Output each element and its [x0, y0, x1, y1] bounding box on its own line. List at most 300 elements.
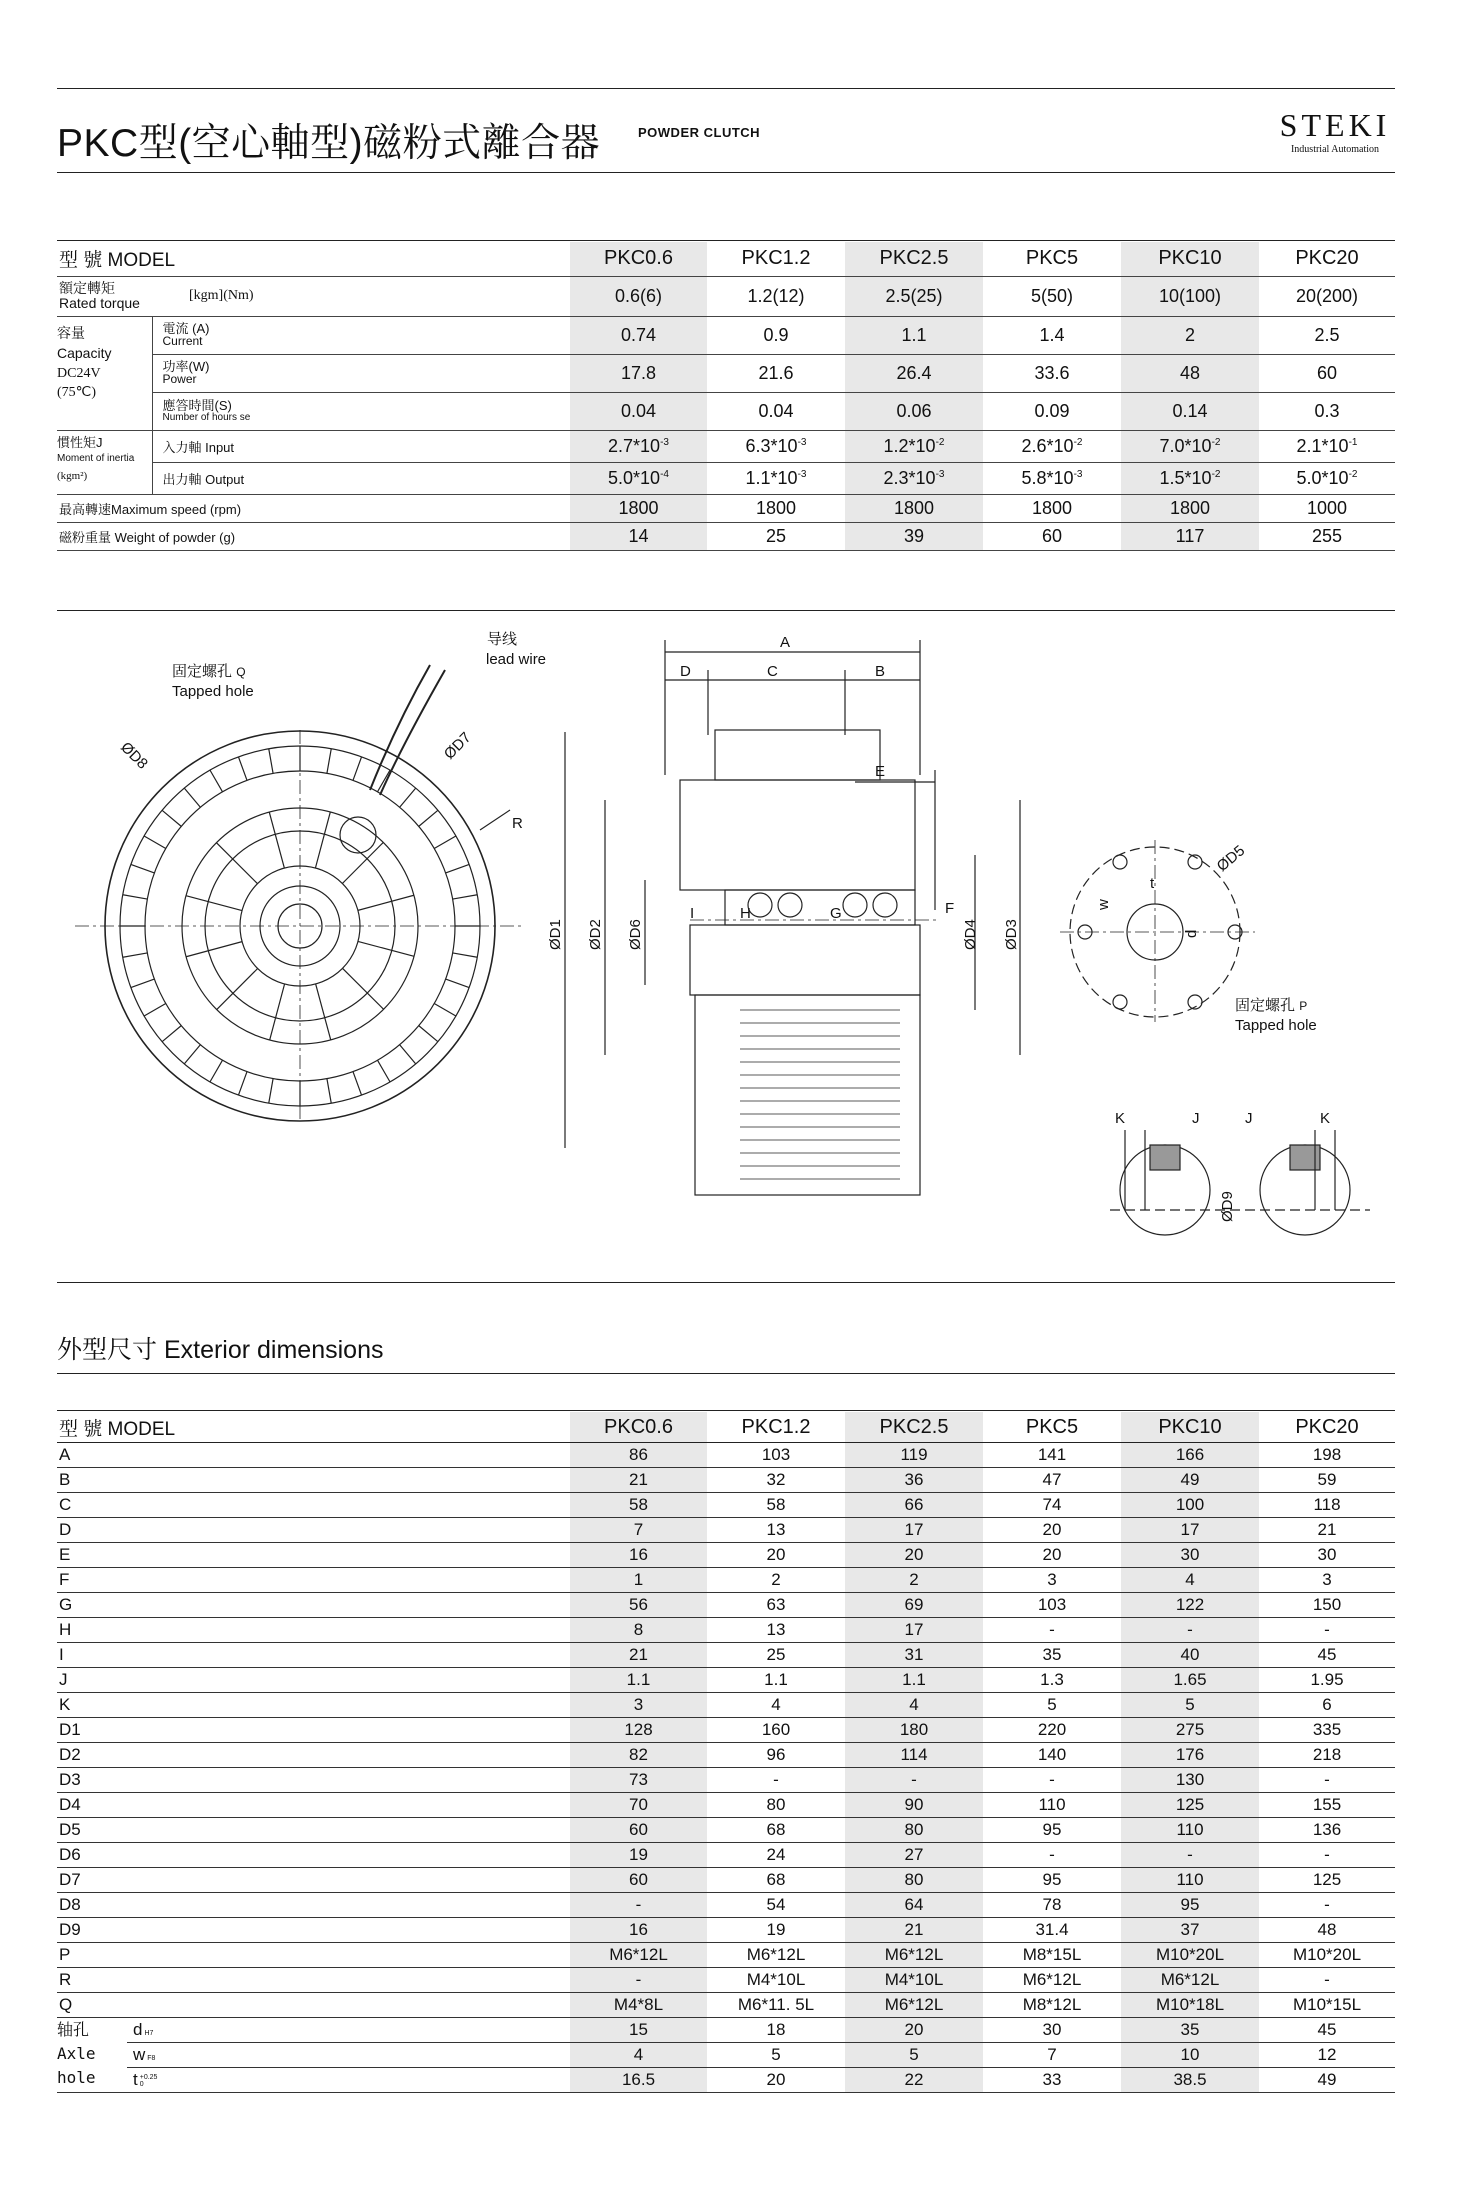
dim-value: 64	[845, 1893, 983, 1918]
dim-value: 114	[845, 1743, 983, 1768]
rated-torque-unit: [kgm](Nm)	[189, 288, 254, 303]
k-label-left: K	[1115, 1110, 1126, 1127]
fin-line	[434, 836, 456, 849]
inertia-input-value: $2.6*10^{-2}$	[983, 430, 1121, 462]
dim-value: 1.3	[983, 1668, 1121, 1693]
dim-value: 4	[707, 1693, 845, 1718]
fin-line	[269, 749, 273, 774]
fin-line	[131, 864, 154, 873]
dim-value: M10*18L	[1121, 1993, 1259, 2018]
dim-value: -	[1259, 1768, 1395, 1793]
response-value: 0.06	[845, 392, 983, 430]
dim-value: 20	[707, 1543, 845, 1568]
dim-value: -	[1121, 1618, 1259, 1643]
fin-line	[378, 1060, 391, 1082]
max-speed-value: 1800	[845, 494, 983, 522]
axle-value: 20	[707, 2068, 845, 2093]
dim-value: 136	[1259, 1818, 1395, 1843]
axle-value: 4	[570, 2043, 707, 2068]
dim-value: 27	[845, 1843, 983, 1868]
dim-value: -	[570, 1893, 707, 1918]
dim-row-label: D6	[57, 1843, 570, 1868]
dim-value: 2	[707, 1568, 845, 1593]
e-label: E	[875, 763, 886, 780]
fin-line	[400, 1045, 416, 1064]
current-value: 1.1	[845, 316, 983, 354]
dim-model-name: PKC0.6	[570, 1412, 707, 1443]
dim-value: 3	[1259, 1568, 1395, 1593]
dim-row-label: D5	[57, 1818, 570, 1843]
dim-value: M6*12L	[845, 1993, 983, 2018]
response-label	[152, 392, 570, 430]
dim-value: 13	[707, 1618, 845, 1643]
fin-line	[419, 1026, 438, 1042]
axle-value: 10	[1121, 2043, 1259, 2068]
power-value: 33.6	[983, 354, 1121, 392]
dim-value: -	[983, 1768, 1121, 1793]
dim-value: 95	[983, 1868, 1121, 1893]
dim-value: 96	[707, 1743, 845, 1768]
spoke-line	[186, 942, 242, 957]
lead-wire-cn-label: 导线	[487, 631, 518, 648]
powder-weight-value: 39	[845, 522, 983, 550]
power-value: 48	[1121, 354, 1259, 392]
d1-label: ØD1	[547, 919, 564, 950]
fin-line	[238, 1072, 247, 1095]
dim-value: M10*20L	[1259, 1943, 1395, 1968]
axle-sym-t: t +0.25 0	[127, 2068, 570, 2093]
dim-value: M6*12L	[1121, 1968, 1259, 1993]
dim-row-label: D2	[57, 1743, 570, 1768]
dim-value: 110	[1121, 1868, 1259, 1893]
dim-value: 140	[983, 1743, 1121, 1768]
dimensions-table	[57, 1412, 1395, 2093]
fin-line	[238, 757, 247, 780]
fin-line	[327, 1079, 331, 1104]
sleeve-grooves	[740, 1010, 900, 1179]
fin-line	[400, 788, 416, 807]
fin-line	[353, 757, 362, 780]
powder-weight-value: 60	[983, 522, 1121, 550]
dim-value: 5	[983, 1693, 1121, 1718]
f-label: F	[945, 900, 955, 917]
brand-logo	[1275, 108, 1395, 155]
rated-torque-en: Rated torque	[59, 295, 140, 311]
header-rule	[57, 172, 1395, 173]
g-label: G	[830, 905, 842, 922]
dim-row-d8	[57, 1893, 1395, 1918]
power-value: 21.6	[707, 354, 845, 392]
dim-value: 20	[983, 1543, 1121, 1568]
dim-value: 95	[1121, 1893, 1259, 1918]
dim-value: -	[1259, 1618, 1395, 1643]
max-speed-value: 1800	[707, 494, 845, 522]
r-label: R	[512, 815, 523, 832]
dim-value: 16	[570, 1918, 707, 1943]
max-speed-value: 1800	[983, 494, 1121, 522]
dim-model-label: 型 號 MODEL	[57, 1412, 570, 1443]
response-row	[57, 392, 1395, 430]
dim-value: 17	[845, 1618, 983, 1643]
dim-model-name: PKC5	[983, 1412, 1121, 1443]
dim-value: 150	[1259, 1593, 1395, 1618]
current-value: 2.5	[1259, 316, 1395, 354]
fin-line	[419, 810, 438, 826]
dim-value: 68	[707, 1868, 845, 1893]
inertia-output-value: $5.0*10^{-2}$	[1259, 462, 1395, 494]
dim-row-label: B	[57, 1468, 570, 1493]
axle-value: 7	[983, 2043, 1121, 2068]
dim-row-label: E	[57, 1543, 570, 1568]
inertia-output-value: $1.1*10^{-3}$	[707, 462, 845, 494]
inertia-output-row	[57, 462, 1395, 494]
d5-label: ØD5	[1213, 842, 1249, 876]
dim-value: 95	[983, 1818, 1121, 1843]
axle-sym-d: d H7	[127, 2018, 570, 2043]
axle-sym-w: w F8	[127, 2043, 570, 2068]
dim-value: 82	[570, 1743, 707, 1768]
fin-line	[453, 895, 478, 899]
dim-value: M4*10L	[845, 1968, 983, 1993]
dim-row-d6	[57, 1843, 1395, 1868]
inertia-output-value: $1.5*10^{-2}$	[1121, 462, 1259, 494]
dim-value: 37	[1121, 1918, 1259, 1943]
dim-row-b	[57, 1468, 1395, 1493]
power-cn: 功率(W)	[162, 359, 210, 374]
current-value: 0.9	[707, 316, 845, 354]
rated-torque-value: 2.5(25)	[845, 276, 983, 316]
response-en: Number of hours se	[162, 412, 251, 423]
axle-value: 38.5	[1121, 2068, 1259, 2093]
axle-row-w	[57, 2043, 1395, 2068]
dim-value: 1.65	[1121, 1668, 1259, 1693]
current-value: 0.74	[570, 316, 707, 354]
fin-line	[353, 1072, 362, 1095]
fin-line	[162, 810, 181, 826]
inertia-output-value: $5.0*10^{-4}$	[570, 462, 707, 494]
spoke-line	[269, 812, 284, 868]
inertia-input-value: $2.7*10^{-3}$	[570, 430, 707, 462]
dim-value: 110	[1121, 1818, 1259, 1843]
axle-value: 35	[1121, 2018, 1259, 2043]
rated-torque-value: 20(200)	[1259, 276, 1395, 316]
dim-value: 122	[1121, 1593, 1259, 1618]
inertia-label	[57, 430, 152, 494]
dim-value: 1.95	[1259, 1668, 1395, 1693]
dim-value: 19	[707, 1918, 845, 1943]
dim-value: 119	[845, 1443, 983, 1468]
dim-value: 220	[983, 1718, 1121, 1743]
dim-value: 25	[707, 1643, 845, 1668]
dim-value: 6	[1259, 1693, 1395, 1718]
dim-value: 128	[570, 1718, 707, 1743]
dim-value: -	[845, 1768, 983, 1793]
dim-value: 70	[570, 1793, 707, 1818]
axle-value: 15	[570, 2018, 707, 2043]
fin-line	[184, 1045, 200, 1064]
axle-value: 16.5	[570, 2068, 707, 2093]
dim-value: 160	[707, 1718, 845, 1743]
page-title: PKC型(空心軸型)磁粉式離合器	[57, 122, 601, 165]
dim-value: 17	[1121, 1518, 1259, 1543]
dim-value: 40	[1121, 1643, 1259, 1668]
d-bore-label: d	[1183, 929, 1200, 938]
d2-label: ØD2	[587, 919, 604, 950]
brand-tagline: Industrial Automation	[1290, 144, 1380, 155]
dim-row-label: K	[57, 1693, 570, 1718]
dim-value: 49	[1121, 1468, 1259, 1493]
dim-row-label: G	[57, 1593, 570, 1618]
dim-value: M6*12L	[570, 1943, 707, 1968]
powder-weight-row	[57, 522, 1395, 550]
dim-row-d9	[57, 1918, 1395, 1943]
c-label: C	[767, 663, 778, 680]
dim-value: M8*12L	[983, 1993, 1121, 2018]
dim-value: M4*10L	[707, 1968, 845, 1993]
dim-row-f	[57, 1568, 1395, 1593]
inertia-en: Moment of inertia	[57, 452, 135, 464]
dim-value: 4	[1121, 1568, 1259, 1593]
response-value: 0.09	[983, 392, 1121, 430]
dim-value: 58	[570, 1493, 707, 1518]
spec-table-top-rule	[57, 240, 1395, 241]
capacity-voltage: DC24V	[57, 365, 101, 381]
side-section-view	[565, 640, 1020, 1195]
tapped-hole-q-cn: 固定螺孔 Q	[172, 663, 246, 680]
model-name: PKC10	[1121, 242, 1259, 276]
dim-value: -	[1259, 1843, 1395, 1868]
dim-value: 275	[1121, 1718, 1259, 1743]
dim-row-label: J	[57, 1668, 570, 1693]
dim-value: -	[707, 1768, 845, 1793]
page-subtitle: POWDER CLUTCH	[638, 125, 761, 140]
power-row	[57, 354, 1395, 392]
response-value: 0.04	[570, 392, 707, 430]
drawing-bottom-rule	[57, 1282, 1395, 1283]
dim-value: M6*12L	[983, 1968, 1121, 1993]
section-title-rule	[57, 1373, 1395, 1374]
dim-value: 24	[707, 1843, 845, 1868]
response-value: 0.3	[1259, 392, 1395, 430]
dim-value: 21	[570, 1468, 707, 1493]
fin-line	[123, 953, 148, 957]
spoke-line	[315, 812, 330, 868]
dim-row-i	[57, 1643, 1395, 1668]
dim-value: 198	[1259, 1443, 1395, 1468]
dim-value: 63	[707, 1593, 845, 1618]
capacity-temp: (75℃)	[57, 384, 97, 400]
response-value: 0.04	[707, 392, 845, 430]
dim-row-a	[57, 1443, 1395, 1468]
dim-row-label: I	[57, 1643, 570, 1668]
capacity-label	[57, 316, 152, 430]
dim-value: -	[570, 1968, 707, 1993]
dim-value: 125	[1259, 1868, 1395, 1893]
dim-value: 78	[983, 1893, 1121, 1918]
dim-value: 1.1	[570, 1668, 707, 1693]
dim-value: 5	[1121, 1693, 1259, 1718]
dim-row-label: D	[57, 1518, 570, 1543]
dim-value: 80	[845, 1818, 983, 1843]
dim-model-name: PKC2.5	[845, 1412, 983, 1443]
dim-value: 130	[1121, 1768, 1259, 1793]
dim-value: 7	[570, 1518, 707, 1543]
inertia-input-label: 入力軸 Input	[152, 430, 570, 462]
dim-value: 110	[983, 1793, 1121, 1818]
dim-value: 20	[845, 1543, 983, 1568]
dim-row-d2	[57, 1743, 1395, 1768]
dim-row-label: C	[57, 1493, 570, 1518]
max-speed-row	[57, 494, 1395, 522]
axle-value: 49	[1259, 2068, 1395, 2093]
dim-row-d5	[57, 1818, 1395, 1843]
dim-row-label: D7	[57, 1868, 570, 1893]
k-label-right: K	[1320, 1110, 1331, 1127]
dim-value: 58	[707, 1493, 845, 1518]
dim-value: 103	[983, 1593, 1121, 1618]
dim-value: 103	[707, 1443, 845, 1468]
inertia-output-value: $5.8*10^{-3}$	[983, 462, 1121, 494]
dim-value: 13	[707, 1518, 845, 1543]
d7-label: ØD7	[440, 728, 475, 763]
dim-value: 68	[707, 1818, 845, 1843]
axle-value: 33	[983, 2068, 1121, 2093]
fin-line	[184, 788, 200, 807]
current-en: Current	[162, 334, 203, 348]
fin-line	[453, 953, 478, 957]
rated-torque-label	[57, 276, 570, 316]
dim-value: 74	[983, 1493, 1121, 1518]
power-label	[152, 354, 570, 392]
dim-row-label: R	[57, 1968, 570, 1993]
inertia-input-value: $7.0*10^{-2}$	[1121, 430, 1259, 462]
max-speed-label: 最高轉速Maximum speed (rpm)	[57, 494, 570, 522]
dim-value: -	[1121, 1843, 1259, 1868]
fin-line	[327, 749, 331, 774]
dim-row-r	[57, 1968, 1395, 1993]
fin-line	[434, 1004, 456, 1017]
response-cn: 應答時間(S)	[162, 398, 232, 413]
dim-value: 1.1	[707, 1668, 845, 1693]
response-value: 0.14	[1121, 392, 1259, 430]
axle-en2: hole	[57, 2068, 96, 2087]
d8-label: ØD8	[117, 738, 152, 773]
dim-row-label: D1	[57, 1718, 570, 1743]
dim-value: 59	[1259, 1468, 1395, 1493]
dim-value: 20	[983, 1518, 1121, 1543]
dim-value: 48	[1259, 1918, 1395, 1943]
technical-drawing	[0, 610, 1460, 1280]
t-label: t	[1150, 875, 1155, 892]
powder-weight-value: 14	[570, 522, 707, 550]
powder-weight-label: 磁粉重量 Weight of powder (g)	[57, 522, 570, 550]
dim-value: 21	[570, 1643, 707, 1668]
power-value: 26.4	[845, 354, 983, 392]
dim-value: M8*15L	[983, 1943, 1121, 1968]
fin-line	[123, 895, 148, 899]
dim-value: -	[983, 1618, 1121, 1643]
rated-torque-value: 1.2(12)	[707, 276, 845, 316]
dim-row-c	[57, 1493, 1395, 1518]
dim-value: 218	[1259, 1743, 1395, 1768]
dim-value: 21	[1259, 1518, 1395, 1543]
dim-row-d7	[57, 1868, 1395, 1893]
fin-line	[446, 979, 469, 988]
max-speed-value: 1000	[1259, 494, 1395, 522]
rated-torque-value: 0.6(6)	[570, 276, 707, 316]
spoke-line	[316, 984, 331, 1040]
dim-row-label: D3	[57, 1768, 570, 1793]
dim-value: 19	[570, 1843, 707, 1868]
spoke-line	[342, 842, 383, 883]
axle-row-d	[57, 2018, 1395, 2043]
dim-value: 80	[707, 1793, 845, 1818]
power-value: 60	[1259, 354, 1395, 392]
inertia-output-value: $2.3*10^{-3}$	[845, 462, 983, 494]
d3-label: ØD3	[1003, 919, 1020, 950]
tapped-hole-p-en: Tapped hole	[1235, 1017, 1317, 1034]
dim-value: -	[983, 1843, 1121, 1868]
dim-value: 66	[845, 1493, 983, 1518]
j-label-right: J	[1245, 1110, 1253, 1127]
model-name: PKC0.6	[570, 242, 707, 276]
fin-line	[269, 1079, 273, 1104]
max-speed-value: 1800	[570, 494, 707, 522]
dim-value: 21	[845, 1918, 983, 1943]
dim-row-label: Q	[57, 1993, 570, 2018]
dim-model-name: PKC10	[1121, 1412, 1259, 1443]
dim-row-label: A	[57, 1443, 570, 1468]
dim-value: 1	[570, 1568, 707, 1593]
dim-value: 16	[570, 1543, 707, 1568]
d4-label: ØD4	[962, 919, 979, 950]
dim-value: -	[1259, 1968, 1395, 1993]
fin-line	[162, 1026, 181, 1042]
inertia-input-row	[57, 430, 1395, 462]
dim-value: 47	[983, 1468, 1121, 1493]
brand-name: STEKI	[1279, 107, 1391, 143]
dim-value: 17	[845, 1518, 983, 1543]
d6-label: ØD6	[627, 919, 644, 950]
dim-value: 30	[1259, 1543, 1395, 1568]
dim-row-p	[57, 1943, 1395, 1968]
spec-model-row	[57, 242, 1395, 276]
dim-value: 4	[845, 1693, 983, 1718]
inertia-unit: (kgm²)	[57, 469, 88, 482]
dim-row-j	[57, 1668, 1395, 1693]
dim-value: 36	[845, 1468, 983, 1493]
dim-value: 118	[1259, 1493, 1395, 1518]
dim-value: 166	[1121, 1443, 1259, 1468]
axle-value: 18	[707, 2018, 845, 2043]
capacity-en: Capacity	[57, 344, 112, 361]
fin-line	[144, 1004, 166, 1017]
dim-value: 73	[570, 1768, 707, 1793]
power-value: 17.8	[570, 354, 707, 392]
powder-weight-value: 255	[1259, 522, 1395, 550]
d9-label: ØD9	[1219, 1191, 1236, 1222]
i-label: I	[690, 905, 695, 922]
b-label: B	[875, 663, 886, 680]
dim-row-e	[57, 1543, 1395, 1568]
h-label: H	[740, 905, 751, 922]
dim-value: 31	[845, 1643, 983, 1668]
dim-row-d1	[57, 1718, 1395, 1743]
dim-value: 80	[845, 1868, 983, 1893]
current-row	[57, 316, 1395, 354]
axle-value: 20	[845, 2018, 983, 2043]
dim-value: 125	[1121, 1793, 1259, 1818]
